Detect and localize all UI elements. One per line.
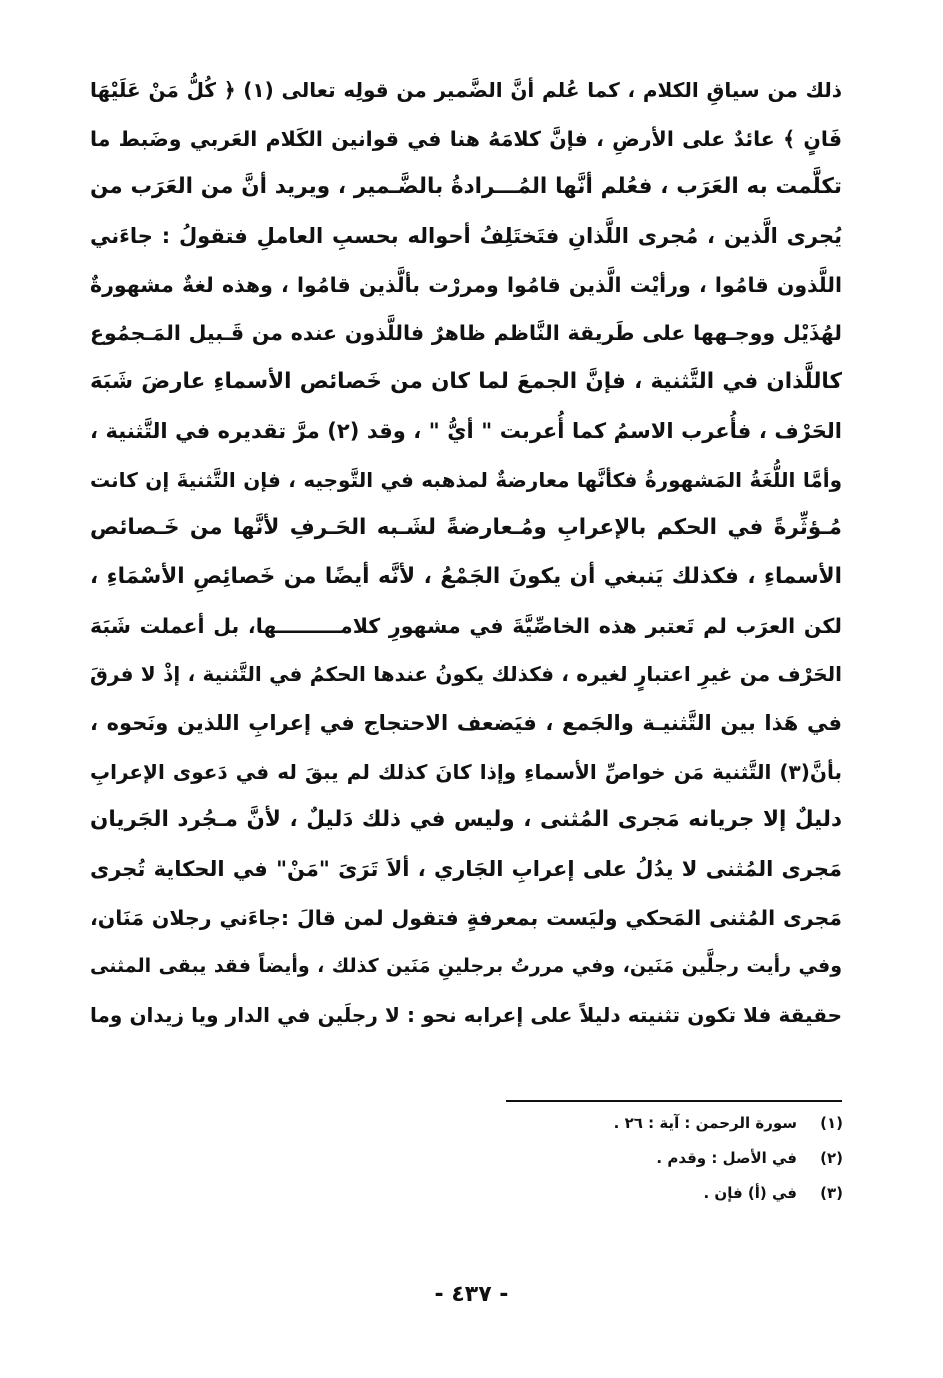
text-line: مُـؤثِّرةً في الحكم بالإعرابِ ومُـعارضةً لشَـبه الحَـرفِ لأنَّها من خَـصائص (90, 515, 842, 541)
text-line: لكن العرَب لم تَعتبر هذه الخاصِّيَّةَ في مشهورِ كلامـــــــــها، بل أعملت شَبَهَ (90, 613, 842, 638)
footnote-text: في (أ) فإن . (703, 1184, 797, 1202)
footnote (443, 1106, 843, 1141)
footnote-number: (٢) (820, 1149, 843, 1167)
text-line: مَجرى المُثنى لا يدُلُ على إعرابِ الجَاري ، ألاَ تَرَىَ "مَنْ" في الحكاية تُجرى (90, 857, 842, 881)
footnote-text: في الأصل : وقدم . (656, 1149, 797, 1167)
text-line: مَجرى المُثنى المَحكي وليَست بمعرفةٍ فتقول لمن قالَ :جاءَني رجلان مَنَان، (90, 905, 842, 930)
footnote-divider (506, 1100, 842, 1102)
text-line: كاللَّذان في التَّثنية ، فإنَّ الجمعَ لما كان من خَصائص الأسماءِ عارضَ شَبَهَ (90, 369, 842, 395)
text-line: يُجرى الَّذين ، مُجرى اللَّذانِ فتَختَلِفُ أحواله بحسبِ العاملِ فتقولُ : جاءَني (90, 224, 842, 249)
text-line: فَانٍ ﴾ عائدٌ على الأرضِ ، فإنَّ كلامَهُ هنا في قوانين الكَلام العَربي وضَبط ما (90, 126, 842, 151)
text-line: حقيقة فلا تكون تثنيته دليلاً على إعرابه نحو : لا رجلَين في الدار ويا زيدان وما (90, 1003, 842, 1028)
footnote-text: سورة الرحمن : آية : ٢٦ . (613, 1114, 797, 1132)
text-line: لهُذَيْل ووجـهها على طَريقة النَّاظم ظاهرٌ فاللَّذون عنده من قَـبيل المَـجمُوع (90, 321, 842, 346)
footnotes (443, 1106, 843, 1211)
footnote (443, 1141, 843, 1176)
text-line: ذلك من سياقِ الكلام ، كما عُلم أنَّ الضَّمير من قولِه تعالى (١) ﴿ كُلُّ مَنْ عَلَيْهَا (90, 78, 842, 102)
text-line: وأمَّا اللُّغَةُ المَشهورةُ فكأنَّها معارضةٌ لمذهبه في التَّوجيه ، فإن التَّثنيةَ إن كانت (90, 467, 842, 492)
footnote-number: (١) (820, 1114, 843, 1132)
text-line: اللَّذون قامُوا ، ورأيْت الَّذين قامُوا ومررْت بألَّذين قامُوا ، وهذه لغةٌ مشهورةٌ (90, 272, 842, 297)
footnote (443, 1176, 843, 1211)
text-line: وفي رأيت رجلَّين مَنَين، وفي مررتُ برجلينِ مَنَين كذلك ، وأيضاً فقد يبقى المثنى (90, 955, 842, 978)
text-line: دليلٌ إلا جريانه مَجرى المُثنى ، وليس في ذلك دَليلٌ ، لأنَّ مـجُرد الجَريان (90, 807, 842, 833)
text-line: في هَذا بين التَّثنيـة والجَمع ، فيَضعف الاحتجاج في إعرابِ اللذين ونَحوه ، (90, 710, 842, 735)
text-line: الأسماءِ ، فكذلك يَنبغي أن يكونَ الجَمْعُ ، لأنَّه أيضًا من خَصائِصِ الأسْمَاءِ ، (90, 563, 842, 589)
text-line: بأنَّ(٣) التَّثنية مَن خواصِّ الأسماءِ وإذا كانَ كذلك لم يبقَ له في دَعوى الإعرابِ (90, 759, 842, 784)
footnote-number: (٣) (820, 1184, 843, 1202)
text-line: الحَرْف من غيرِ اعتبارٍ لغيره ، فكذلك يكونُ عندها الحكمُ في التَّثنية ، إذْ لا فرقَ (90, 662, 842, 687)
main-text (90, 66, 842, 1040)
text-line: الحَرْف ، فأُعرب الاسمُ كما أُعربت " أيُّ " ، وقد (٢) مرَّ تقديره في التَّثنية ، (90, 418, 842, 443)
page-number: - ٤٣٧ - (434, 1282, 509, 1307)
text-line: تكلَّمت به العَرَب ، فعُلم أنَّها المُـــرادةُ بالضَّـمير ، ويريد أنَّ من العَرَب من (90, 174, 842, 200)
